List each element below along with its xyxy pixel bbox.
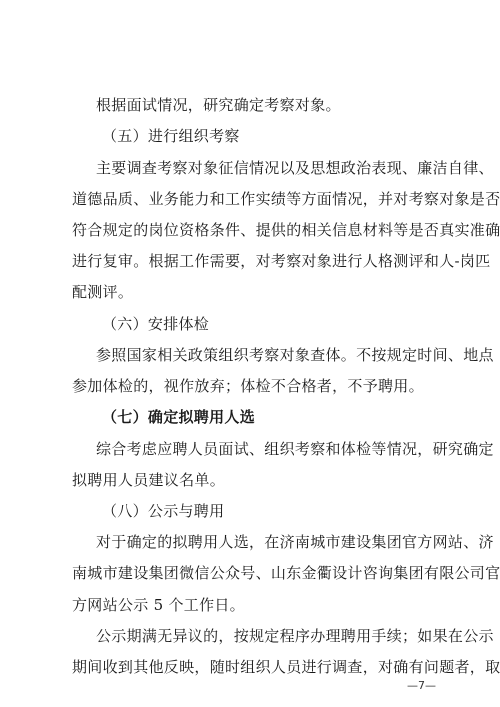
paragraph-line: 对于确定的拟聘用人选，在济南城市建设集团官方网站、济 (96, 533, 494, 551)
paragraph-line: 进行复审。根据工作需要，对考察对象进行人格测评和人-岗匹 (72, 252, 491, 270)
paragraph-line: 主要调查考察对象征信情况以及思想政治表现、廉洁自律、 (96, 159, 494, 177)
paragraph-line: 符合规定的岗位资格条件、提供的相关信息材料等是否真实准确 (72, 221, 500, 239)
paragraph-line: 公示期满无异议的，按规定程序办理聘用手续；如果在公示 (96, 627, 494, 645)
paragraph-line: 配测评。 (72, 283, 134, 301)
paragraph-line: 拟聘用人员建议名单。 (72, 471, 226, 489)
subsection-heading-6: （六）安排体检 (102, 315, 210, 333)
page-number: —7— (407, 679, 436, 692)
paragraph-line: 根据面试情况，研究确定考察对象。 (96, 96, 341, 114)
subsection-heading-8: （八）公示与聘用 (102, 502, 225, 520)
subsection-heading-7: （七）确定拟聘用人选 (102, 408, 256, 426)
paragraph-line: 参照国家相关政策组织考察对象查体。不按规定时间、地点 (96, 346, 494, 364)
paragraph-line: 南城市建设集团微信公众号、山东金衢设计咨询集团有限公司官 (72, 564, 500, 582)
paragraph-line: 参加体检的，视作放弃；体检不合格者，不予聘用。 (72, 377, 424, 395)
paragraph-line: 方网站公示 5 个工作日。 (72, 596, 245, 614)
paragraph-line: 道德品质、业务能力和工作实绩等方面情况，并对考察对象是否 (72, 190, 500, 208)
paragraph-line: 期间收到其他反映，随时组织人员进行调查，对确有问题者，取 (72, 658, 500, 676)
paragraph-line: 综合考虑应聘人员面试、组织考察和体检等情况，研究确定 (96, 440, 494, 458)
subsection-heading-5: （五）进行组织考察 (102, 127, 240, 145)
